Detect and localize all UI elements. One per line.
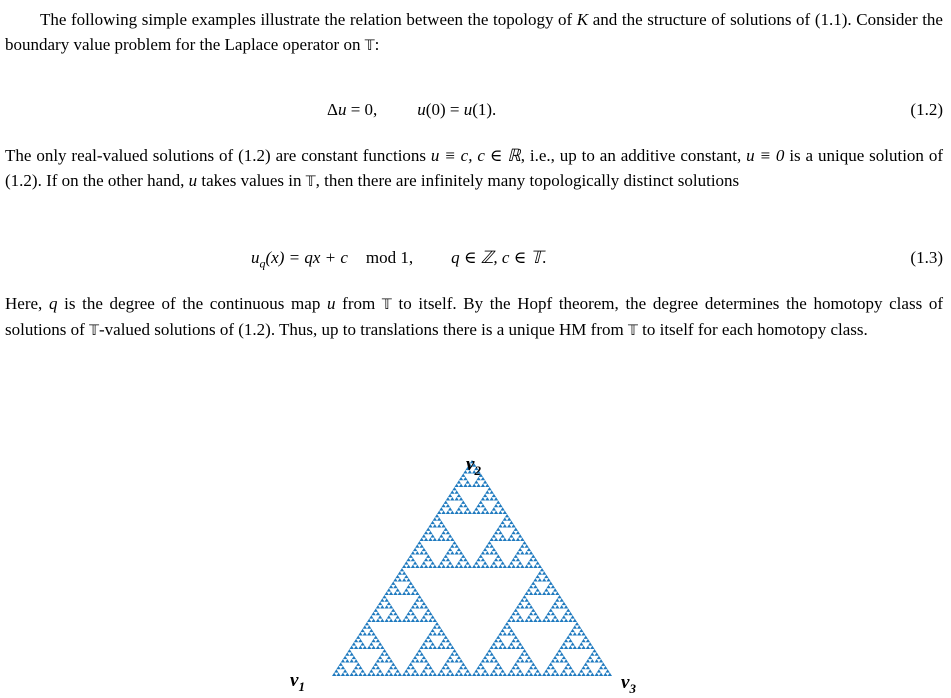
sierpinski-figure	[290, 448, 650, 698]
math-torus: 𝕋	[381, 297, 392, 313]
math-q: q	[259, 256, 266, 271]
laplacian-symbol: Δ	[327, 100, 338, 119]
math-inline: u ≡ 0	[746, 146, 785, 165]
math-K: K	[576, 10, 589, 29]
paragraph-1	[5, 8, 943, 58]
text: The only real-valued solutions of (1.2) are constant functions	[5, 146, 431, 165]
text: is the degree of the continuous map	[57, 294, 327, 313]
text: :	[374, 34, 380, 54]
eq-mod: mod 1,	[365, 248, 414, 267]
text: -valued solutions of (1.2). Thus, up to translations there is a unique HM from	[98, 319, 628, 339]
eq-text: (1).	[472, 100, 497, 119]
equation-number: (1.2)	[910, 100, 943, 119]
text: from	[335, 294, 382, 313]
math-torus: 𝕋	[305, 173, 316, 190]
text: Here,	[5, 294, 49, 313]
math-u: u	[463, 100, 473, 119]
text: , i.e., up to an additive constant,	[520, 146, 747, 165]
math-u: u	[417, 100, 426, 119]
math-inline: u	[188, 170, 198, 190]
eq-condition: q ∈ ℤ, c ∈ 𝕋.	[451, 248, 547, 267]
equation-1-3	[5, 248, 943, 274]
math-torus: 𝕋	[89, 322, 99, 339]
text: takes values in	[197, 170, 306, 190]
vertex-label-v1: $v_1$	[290, 670, 305, 694]
eq-text: = 0,	[346, 100, 378, 119]
sierpinski-triangle	[332, 460, 612, 676]
math-inline: u ≡ c, c ∈ ℝ	[430, 146, 521, 165]
math-inline: u	[327, 294, 336, 313]
text: , then there are infinitely many topologically distinct solutions	[315, 170, 740, 190]
math-u: u	[251, 248, 260, 267]
math-torus: 𝕋	[627, 322, 638, 339]
eq-text: (0) =	[425, 100, 464, 119]
text: to itself. By the Hopf theorem, the degree determines the homotopy class of solutions of	[5, 294, 944, 339]
math-torus: 𝕋	[364, 37, 375, 54]
equation-number: (1.3)	[910, 248, 943, 267]
eq-rhs: (x) = qx + c	[265, 248, 348, 267]
paragraph-3	[5, 292, 943, 343]
vertex-label-v2: $v_2$	[466, 454, 481, 478]
text: is a unique solution of (1.2). If on the other hand,	[5, 146, 943, 190]
math-u: u	[337, 100, 347, 119]
paragraph-2	[5, 144, 943, 194]
equation-1-2	[5, 100, 943, 126]
equation-body	[251, 248, 547, 271]
vertex-label-v3: $v_3$	[621, 672, 636, 696]
equation-body	[327, 100, 496, 120]
text: The following simple examples illustrate the relation between the topology of	[40, 10, 577, 29]
math-inline: q	[48, 294, 58, 313]
text: and the structure of solutions of (1.1). Consider the boundary value problem for the Laplace operator on	[5, 10, 943, 54]
text: to itself for each homotopy class.	[637, 319, 868, 339]
